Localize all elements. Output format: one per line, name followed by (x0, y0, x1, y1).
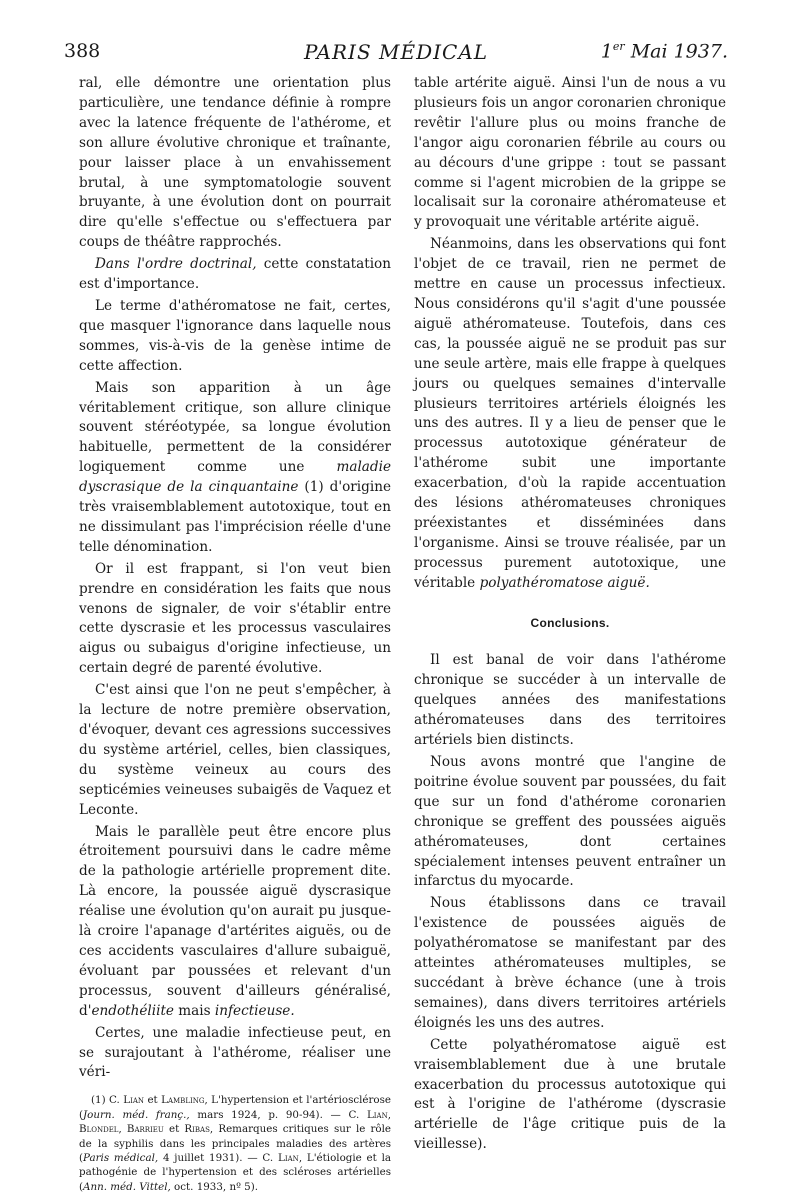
paragraph: C'est ainsi que l'on ne peut s'empêcher, à la lecture de notre première observation, d'évoquer, devant ces agressions successives du système artériel, celles, bien classiques, du système veineux au cours des septicémies veineuses subaigës de Vaquez et Leconte. (79, 682, 391, 818)
paragraph: table artérite aiguë. Ainsi l'un de nous a vu plusieurs fois un angor coronarien chronique revêtir l'allure plus ou moins franche de l'angor aigu coronarien fébrile au cours ou au décours d'une grippe : tout se passant comme si l'agent microbien de la grippe se localisait sur la coronaire athéromateuse et y provoquait une véritable artérite aiguë. (414, 75, 726, 231)
paragraph: Il est banal de voir dans l'athérome chronique se succéder à un intervalle de quelques années des manifestations athéromateuses dans des territoires artériels bien distincts. (414, 652, 726, 749)
emphasis: polyathéromatose aiguë. (479, 574, 650, 591)
issue-date (601, 40, 728, 62)
page-number: 388 (64, 40, 101, 62)
page-header (64, 40, 728, 70)
journal-title: PARIS MÉDICAL (303, 40, 489, 64)
paragraph: Cette polyathéromatose aiguë est vraisemblablement due à une brutale exacerbation du processus autotoxique qui est à l'origine de l'athérome (dyscrasie artérielle de l'âge critique puis de la vieillesse). (414, 1036, 726, 1153)
right-column (414, 74, 726, 1157)
emphasis: infectieuse. (214, 1002, 295, 1019)
date-day: 1 (600, 40, 613, 63)
paragraph: Dans l'ordre doctrinal, cette constatation est d'importance. (79, 256, 391, 293)
emphasis: endothéliite (91, 1002, 174, 1019)
paragraph: Mais le parallèle peut être encore plus étroitement poursuivi dans le cadre même de la pathologie artérielle proprement dite. Là encore, la poussée aiguë dyscrasique réalise une évolution qu'on aurait pu jusque-là croire l'apanage d'artérites aiguës, ou de ces accidents vasculaires d'allure subaiguë, évoluant par poussées et relevant d'un processus, souvent d'ailleurs généralisé, d'endothéliite mais infectieuse. (79, 823, 391, 1019)
emphasis: Dans l'ordre doctrinal, (95, 256, 257, 273)
date-ordinal: er (612, 40, 625, 53)
emphasis: maladie dyscrasique de la cinquantaine (79, 459, 391, 496)
paragraph: Certes, une maladie infectieuse peut, en se surajoutant à l'athérome, réaliser une véri- (79, 1024, 391, 1081)
paragraph: ral, elle démontre une orientation plus particulière, une tendance définie à rompre avec la latence fréquente de l'athérome, et son allure évolutive chronique et traînante, pour laisser place à un envahissement brutal, à une symptomatologie souvent bruyante, à une évolution dont on pourrait dire qu'elle s'effectue ou s'effectuera par coups de théâtre rapprochés. (79, 75, 391, 251)
paragraph: Or il est frappant, si l'on veut bien prendre en considération les faits que nous venons de signaler, de voir s'établir entre cette dyscrasie et les processus vasculaires aigus ou subaigus d'origine infectieuse, un certain degré de parenté évolutive. (79, 560, 391, 677)
footnote: (1) C. Lian et Lambling, L'hypertension et l'artériosclérose (Journ. méd. franç., mars 1924, p. 90-94). — C. Lian, Blondel, Barrieu et Ribas, Remarques critiques sur le rôle de la syphilis dans les principales maladies des artères (Paris médical, 4 juillet 1931). — C. Lian, L'étiologie et la pathogénie de l'hypertension et des scléroses artérielles (Ann. méd. Vittel, oct. 1933, nº 5). (79, 1094, 392, 1193)
paragraph: Néanmoins, dans les observations qui font l'objet de ce travail, rien ne permet de mettre en cause un processus infectieux. Nous considérons qu'il s'agit d'une poussée aiguë athéromateuse. Toutefois, dans ces cas, la poussée aiguë ne se produit pas sur une seule artère, mais elle frappe à quelques jours ou quelques semaines d'intervalle plusieurs territoires artériels éloignés les uns des autres. Il y a lieu de penser que le processus autotoxique générateur de l'athérome subit une importante exacerbation, d'où la rapide accentuation des lésions athéromateuses chroniques préexistantes et disséminées dans l'organisme. Ainsi se trouve réalisée, par un processus purement autotoxique, une véritable polyathéromatose aiguë. (414, 236, 726, 591)
paragraph: Nous avons montré que l'angine de poitrine évolue souvent par poussées, du fait que sur un fond d'athérome coronarien chronique se greffent des poussées aiguës athéromateuses, dont certaines spécialement intenses peuvent entraîner un infarctus du myocarde. (414, 754, 726, 890)
date-month-year: Mai 1937. (624, 40, 728, 63)
section-heading: Conclusions. (530, 615, 610, 630)
paragraph: Mais son apparition à un âge véritablement critique, son allure clinique souvent stéréotypée, sa longue évolution habituelle, permettent de la considérer logiquement comme une maladie dyscrasique de la cinquantaine (1) d'origine très vraisemblablement autotoxique, tout en ne dissimulant pas l'imprécision réelle d'une telle dénomination. (79, 379, 391, 555)
paragraph: Nous établissons dans ce travail l'existence de poussées aiguës de polyathéromatose se manifestant par des atteintes athéromateuses multiples, se succédant à brève échance (une à trois semaines), dans divers territoires artériels éloignés les uns des autres. (414, 895, 726, 1031)
paragraph: Le terme d'athéromatose ne fait, certes, que masquer l'ignorance dans laquelle nous sommes, vis-à-vis de la genèse intime de cette affection. (79, 297, 391, 374)
footnotes (79, 1093, 391, 1194)
left-column (79, 74, 391, 1194)
